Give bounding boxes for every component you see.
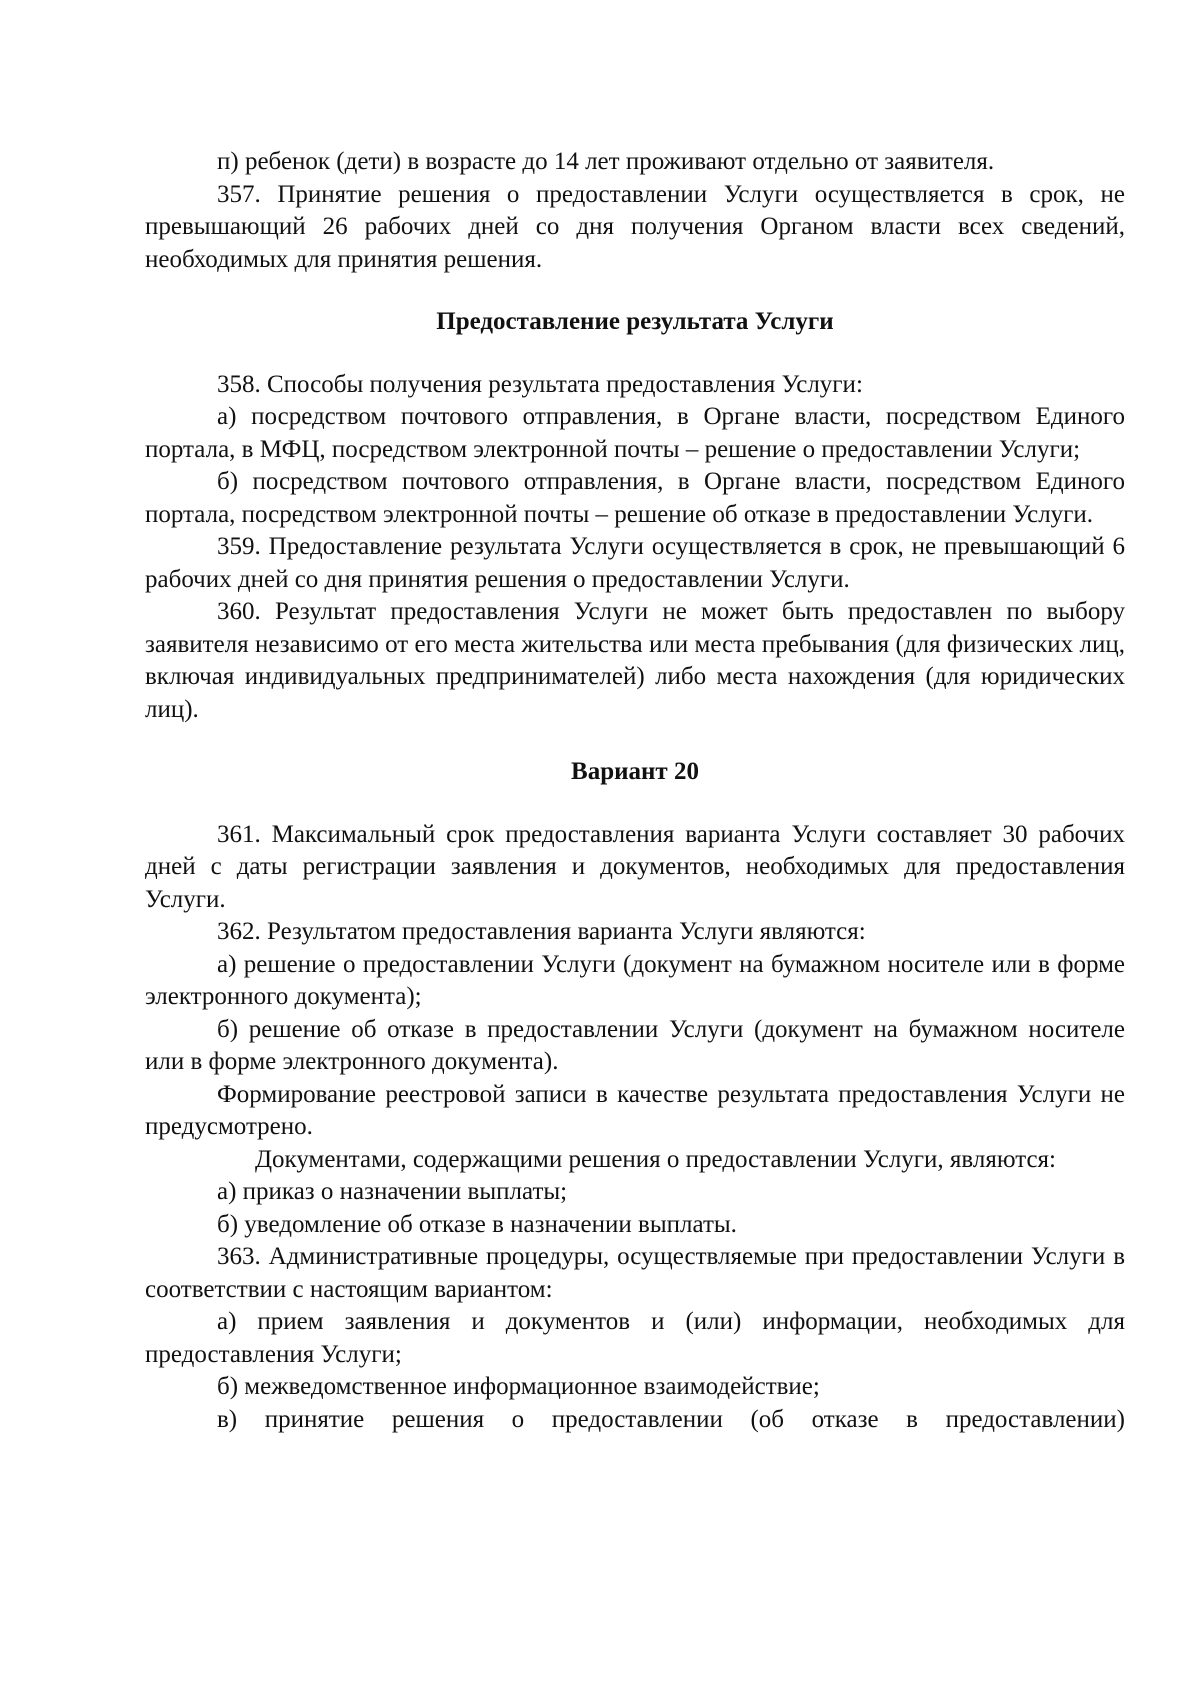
paragraph-358: 358. Способы получения результата предоставления Услуги: [217,370,863,398]
paragraph-359: 359. Предоставление результата Услуги осуществляется в срок, не превышающий 6 рабочих дней со дня принятия решения о предоставлении Услуги. [145,533,1125,593]
paragraph-362-a: а) решение о предоставлении Услуги (документ на бумажном носителе или в форме электронного документа); [145,950,1125,1010]
paragraph-361: 361. Максимальный срок предоставления варианта Услуги составляет 30 рабочих дней с даты регистрации заявления и документов, необходимых для предоставления Услуги. [145,820,1125,913]
section-heading-variant-20: Вариант 20 [571,758,699,785]
paragraph-360: 360. Результат предоставления Услуги не может быть предоставлен по выбору заявителя независимо от его места жительства или места пребывания (для физических лиц, включая индивидуальных предпринимателей) либо места нахождения (для юридических лиц). [145,598,1125,723]
paragraph-363-c: в) принятие решения о предоставлении (об отказе в предоставлении) [217,1405,1125,1433]
paragraph-registry-record: Формирование реестровой записи в качестве результата предоставления Услуги не предусмотрено. [145,1080,1125,1140]
paragraph-358-a: а) посредством почтового отправления, в Органе власти, посредством Единого портала, в МФЦ, посредством электронной почты – решение о предоставлении Услуги; [145,403,1125,463]
section-heading-result: Предоставление результата Услуги [436,308,834,335]
paragraph-362: 362. Результатом предоставления варианта Услуги являются: [217,918,866,945]
paragraph-357: 357. Принятие решения о предоставлении Услуги осуществляется в срок, не превышающий 26 рабочих дней со дня получения Органом власти всех сведений, необходимых для принятия решения. [145,180,1125,273]
document-body [145,146,1125,1436]
paragraph-documents: Документами, содержащими решения о предоставлении Услуги, являются: [255,1145,1056,1173]
paragraph-362-b: б) решение об отказе в предоставлении Услуги (документ на бумажном носителе или в форме электронного документа). [145,1015,1125,1075]
paragraph-358-b: б) посредством почтового отправления, в Органе власти, посредством Единого портала, посредством электронной почты – решение об отказе в предоставлении Услуги. [145,468,1125,528]
spacer [145,789,1125,819]
paragraph-363: 363. Административные процедуры, осуществляемые при предоставлении Услуги в соответствии с настоящим вариантом: [145,1243,1125,1303]
paragraph-363-b: б) межведомственное информационное взаимодействие; [217,1373,820,1400]
paragraph-363-a: а) прием заявления и документов и (или) информации, необходимых для предоставления Услуги; [145,1308,1125,1368]
spacer [145,726,1125,756]
paragraph-p-child-separate: п) ребенок (дети) в возрасте до 14 лет проживают отдельно от заявителя. [217,148,995,175]
spacer [145,339,1125,369]
paragraph-documents-b: б) уведомление об отказе в назначении выплаты. [217,1210,737,1238]
paragraph-documents-a: а) приказ о назначении выплаты; [217,1178,568,1205]
spacer [145,276,1125,306]
